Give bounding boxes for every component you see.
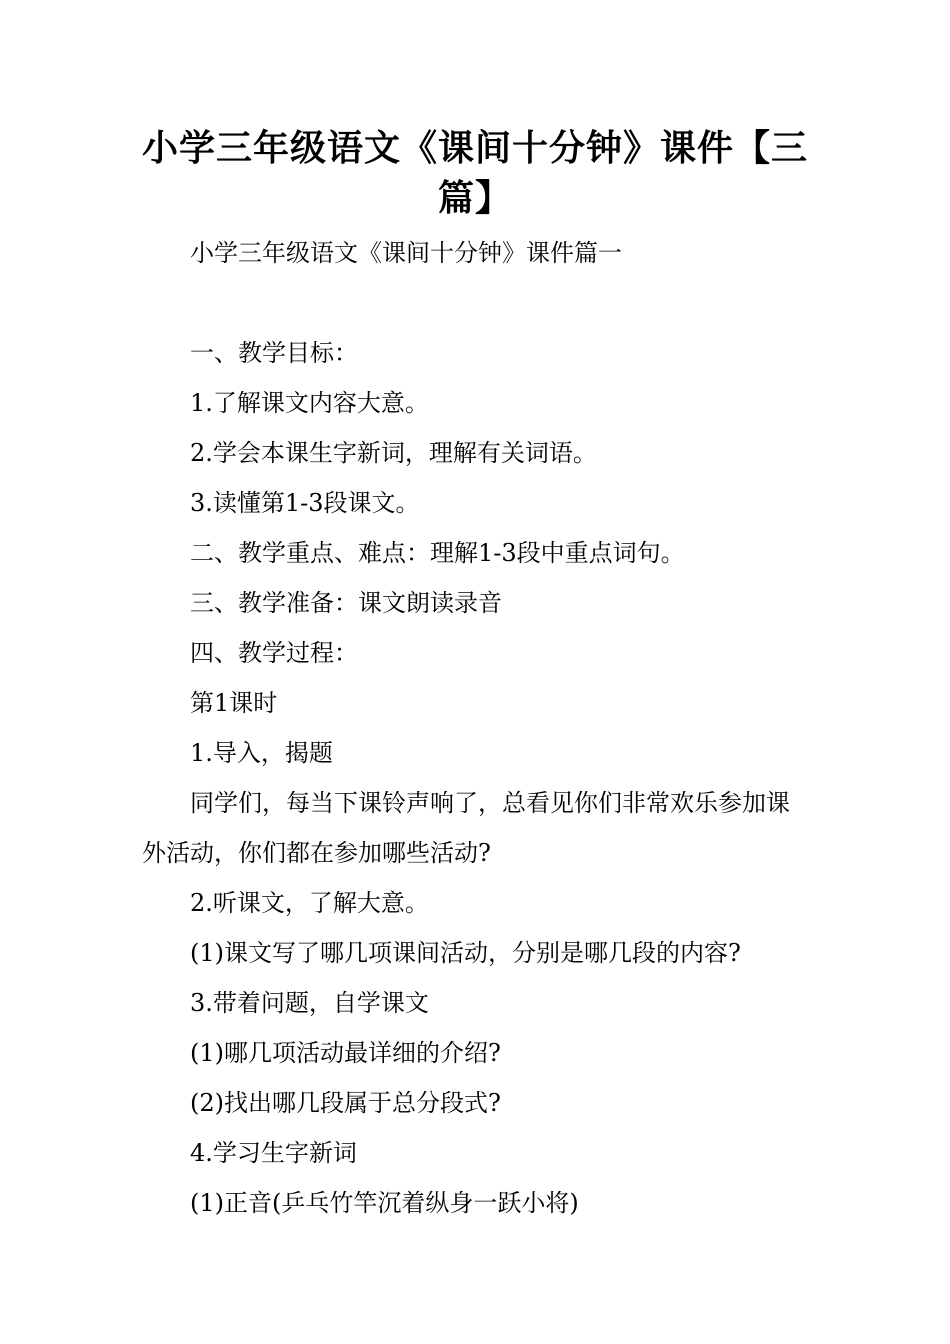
paragraph: 第1课时 — [190, 689, 278, 717]
section-heading: 小学三年级语文《课间十分钟》课件篇一 — [190, 239, 622, 267]
paragraph: 二、教学重点、难点：理解1-3段中重点词句。 — [190, 539, 685, 567]
document-body — [142, 228, 808, 1228]
paragraph: 1.导入，揭题 — [190, 739, 333, 767]
paragraph: 同学们，每当下课铃声响了，总看见你们非常欢乐参加课外活动，你们都在参加哪些活动? — [142, 789, 790, 867]
paragraph: 1.了解课文内容大意。 — [190, 389, 429, 417]
paragraph: 4.学习生字新词 — [190, 1139, 357, 1167]
paragraph: (1)课文写了哪几项课间活动，分别是哪几段的内容? — [190, 939, 741, 967]
paragraph: 四、教学过程： — [190, 639, 358, 667]
document-title: 小学三年级语文《课间十分钟》课件【三篇】 — [142, 128, 809, 219]
paragraph: 3.带着问题，自学课文 — [190, 989, 429, 1017]
paragraph: (2)找出哪几段属于总分段式? — [190, 1089, 501, 1117]
paragraph: 三、教学准备：课文朗读录音 — [190, 589, 502, 617]
paragraph: (1)哪几项活动最详细的介绍? — [190, 1039, 501, 1067]
blank-line — [142, 278, 808, 328]
paragraph: 2.学会本课生字新词，理解有关词语。 — [190, 439, 597, 467]
paragraph: (1)正音(乒乓竹竿沉着纵身一跃小将) — [190, 1189, 579, 1217]
paragraph: 3.读懂第1-3段课文。 — [190, 489, 420, 517]
paragraph: 一、教学目标： — [190, 339, 358, 367]
paragraph: 2.听课文，了解大意。 — [190, 889, 429, 917]
